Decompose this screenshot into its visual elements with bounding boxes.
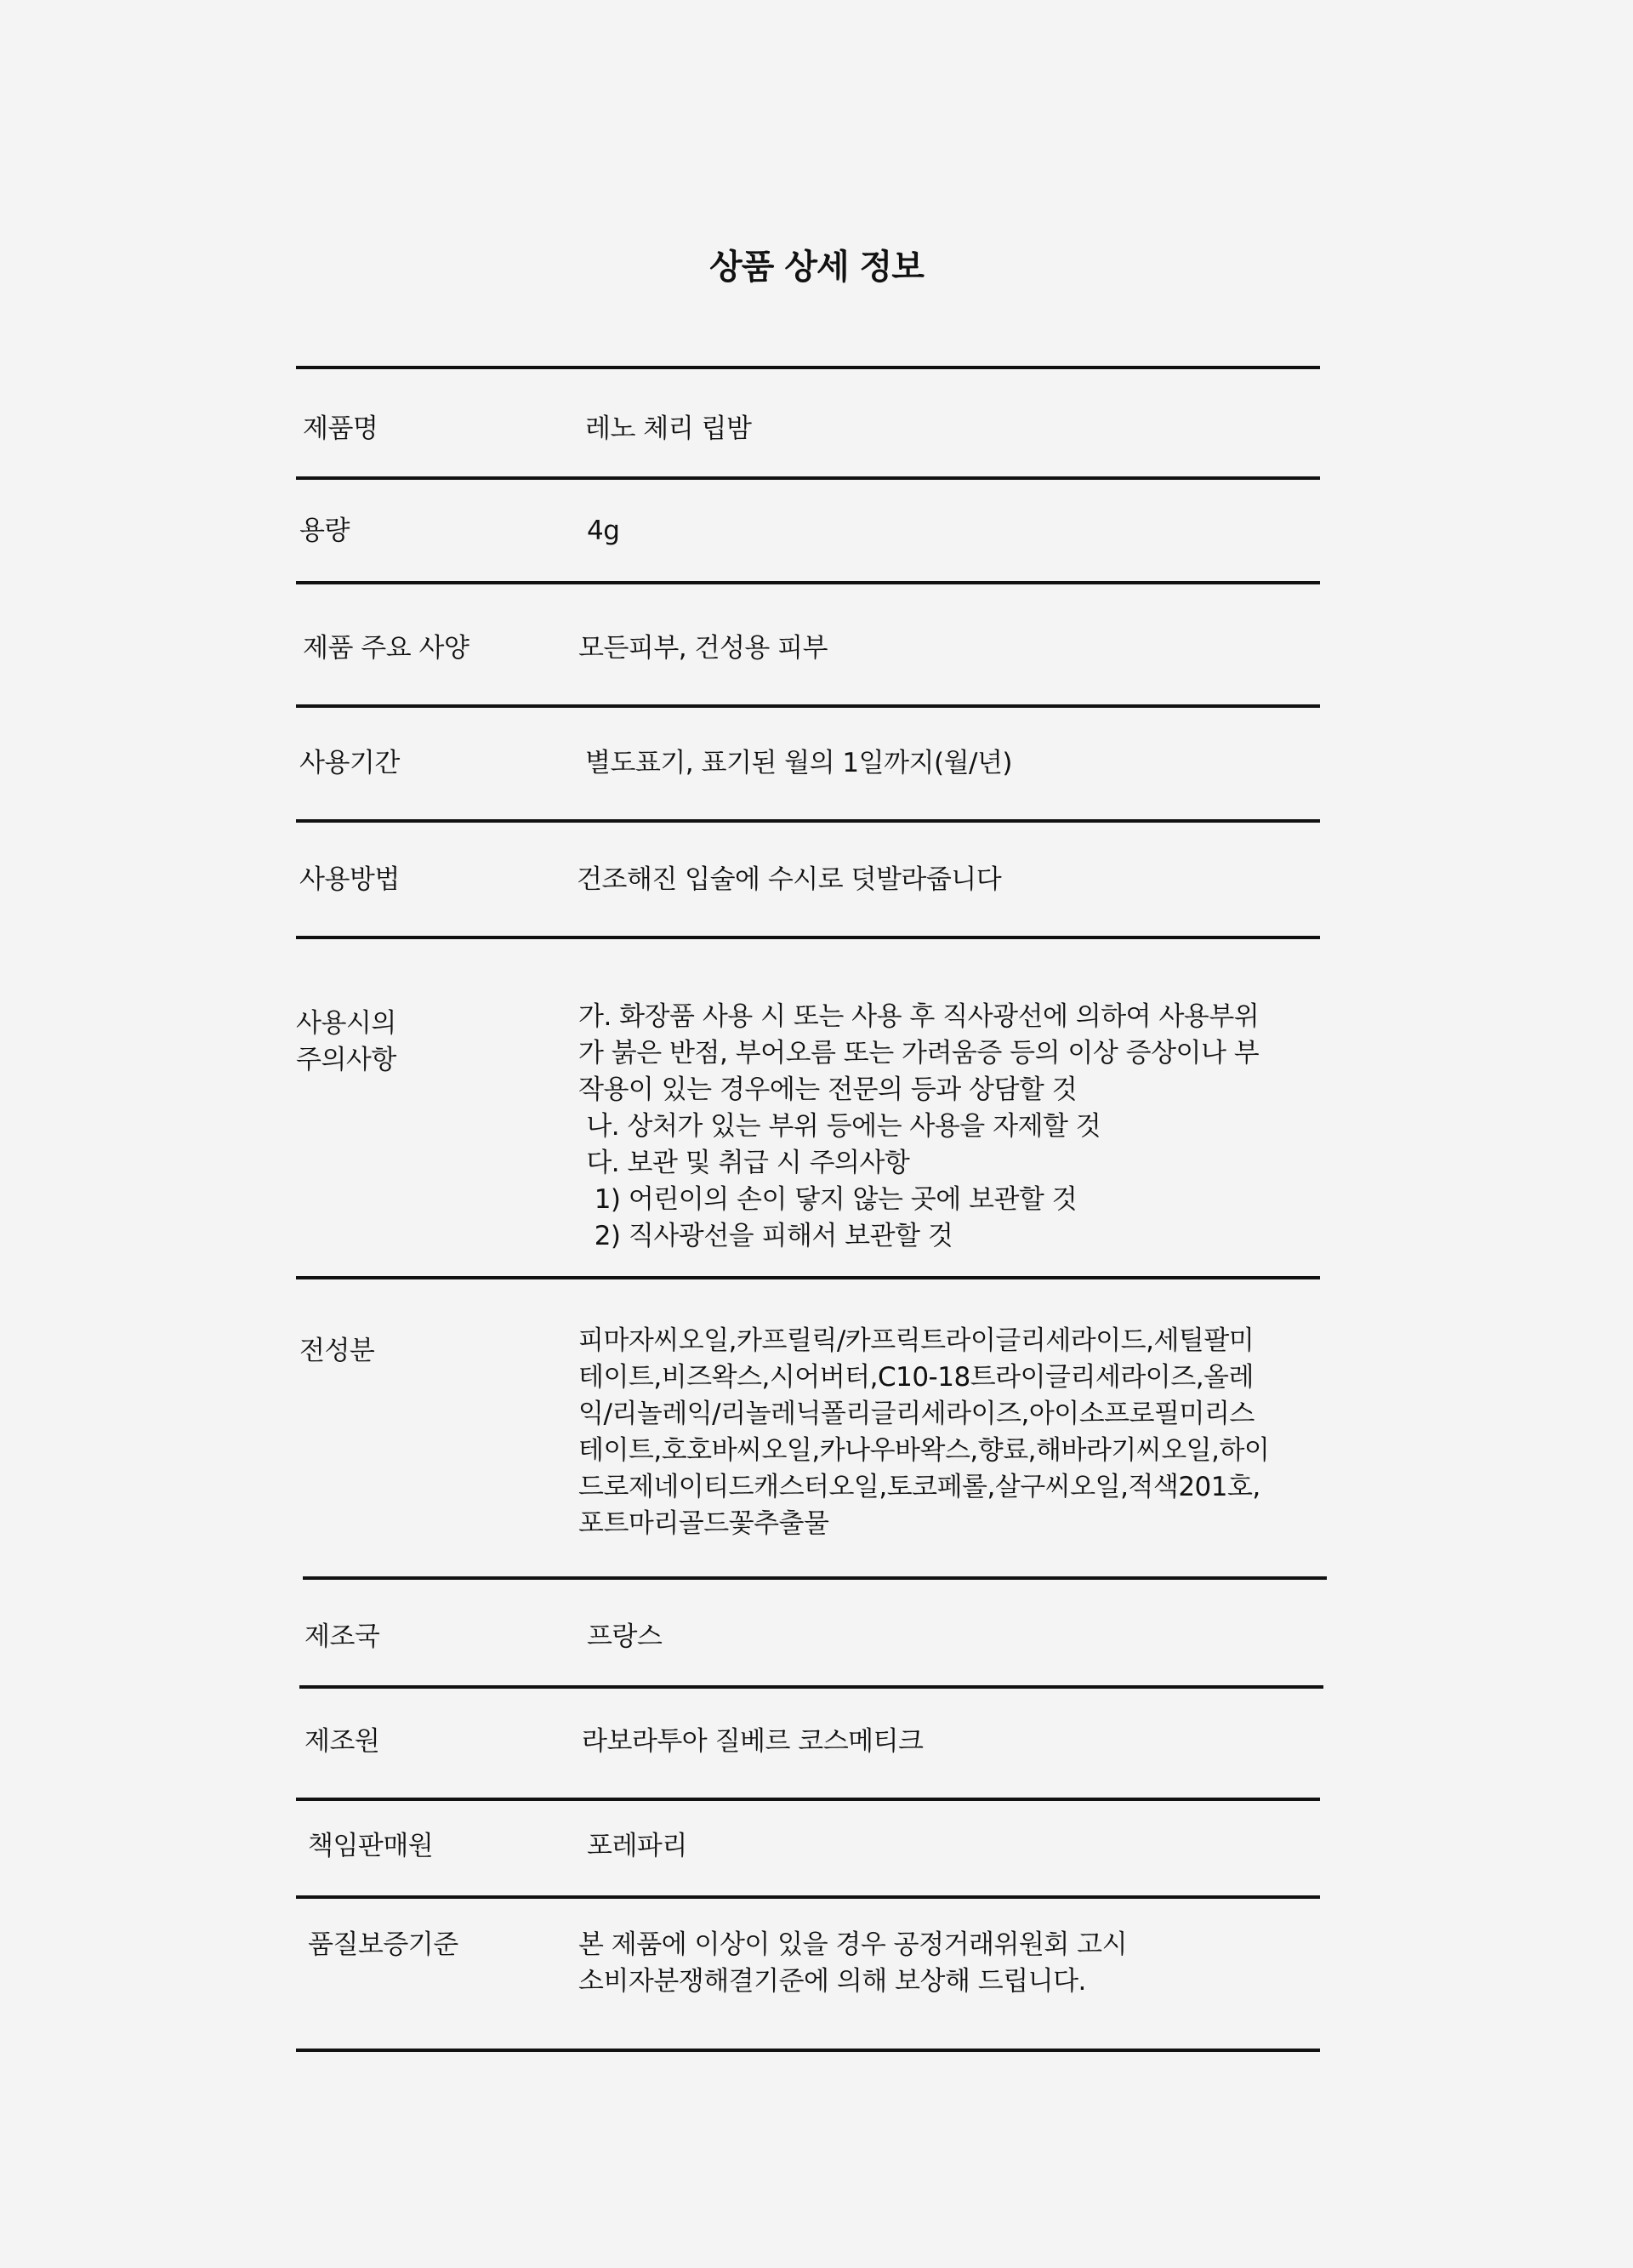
row-label-how-to-use: 사용방법	[299, 864, 400, 895]
divider	[303, 1576, 1327, 1580]
row-label-volume: 용량	[299, 516, 350, 546]
row-value-country: 프랑스	[587, 1621, 663, 1652]
divider	[296, 819, 1320, 823]
divider	[296, 2049, 1320, 2052]
row-label-manufacturer: 제조원	[304, 1726, 380, 1757]
row-label-quality-standard: 품질보증기준	[308, 1929, 458, 1960]
row-value-distributor: 포레파리	[587, 1831, 687, 1861]
row-value-manufacturer: 라보라투아 질베르 코스메티크	[582, 1726, 924, 1757]
row-value-how-to-use: 건조해진 입술에 수시로 덧발라줍니다	[577, 864, 1002, 895]
row-label-usage-period: 사용기간	[299, 748, 400, 778]
divider	[296, 476, 1320, 480]
divider	[296, 704, 1320, 708]
row-label-ingredients: 전성분	[299, 1336, 375, 1366]
row-label-product-name: 제품명	[303, 413, 378, 444]
row-value-product-name: 레노 체리 립밤	[585, 413, 752, 444]
row-value-ingredients: 피마자씨오일,카프릴릭/카프릭트라이글리세라이드,세틸팔미 테이트,비즈왁스,시어버터,C10-18트라이글리세라이즈,올레 익/리놀레익/리놀레닉폴리글리세라이즈,아이소프로필미리스 테이트,호호바씨오일,카나우바왁스,향료,해바라기씨오일,하이 드로제네이티드캐스터오일,토코페롤,살구씨오일,적색201호, 포트마리골드꽃추출물	[578, 1325, 1270, 1539]
row-label-main-spec: 제품 주요 사양	[303, 633, 469, 664]
divider	[296, 1276, 1320, 1279]
row-label-precautions: 사용시의 주의사항	[296, 1008, 396, 1075]
row-label-country: 제조국	[304, 1621, 380, 1652]
divider	[296, 1798, 1320, 1801]
divider	[296, 1895, 1320, 1899]
row-value-quality-standard: 본 제품에 이상이 있을 경우 공정거래위원회 고시 소비자분쟁해결기준에 의해 보상해 드립니다.	[578, 1929, 1128, 1997]
divider	[296, 581, 1320, 584]
row-value-precautions: 가. 화장품 사용 시 또는 사용 후 직사광선에 의하여 사용부위 가 붉은 반점, 부어오름 또는 가려움증 등의 이상 증상이나 부 작용이 있는 경우에는 전문의 등과 상담할 것 나. 상처가 있는 부위 등에는 사용을 자제할 것 다. 보관 및 취급 시 주의사항 1) 어린이의 손이 닿지 않는 곳에 보관할 것 2) 직사광선을 피해서 보관할 것	[578, 1001, 1260, 1251]
divider	[296, 936, 1320, 939]
page-title: 상품 상세 정보	[709, 248, 924, 287]
row-value-main-spec: 모든피부, 건성용 피부	[578, 633, 828, 664]
divider	[296, 366, 1320, 369]
row-value-volume: 4g	[587, 516, 620, 546]
divider	[299, 1685, 1323, 1689]
row-label-distributor: 책임판매원	[308, 1831, 434, 1861]
row-value-usage-period: 별도표기, 표기된 월의 1일까지(월/년)	[585, 748, 1013, 778]
